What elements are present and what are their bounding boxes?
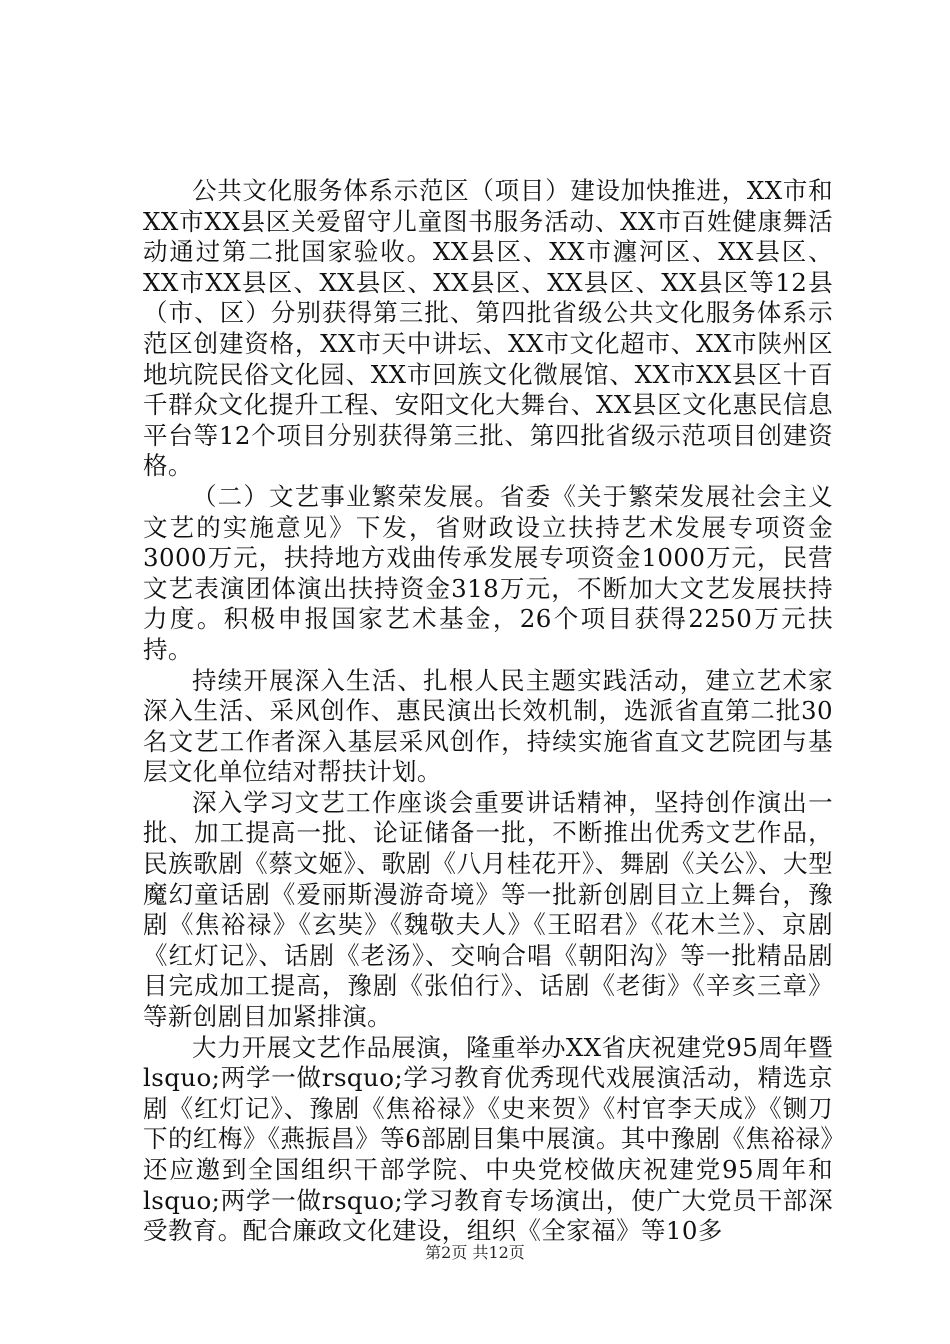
paragraph-public-culture: 公共文化服务体系示范区（项目）建设加快推进，XX市和XX市XX县区关爱留守儿童图书服务活动、XX市百姓健康舞活动通过第二批国家验收。XX县区、XX市瀍河区、XX县区、XX市XX县区、XX县区、XX县区、XX县区、XX县区等12县（市、区）分别获得第三批、第四批省级公共文化服务体系示范区创建资格，XX市天中讲坛、XX市文化超市、XX市陕州区地坑院民俗文化园、XX市回族文化微展馆、XX市XX县区十百千群众文化提升工程、安阳文化大舞台、XX县区文化惠民信息平台等12个项目分别获得第三批、第四批省级示范项目创建资格。 — [143, 176, 833, 481]
page-footer: 第2页 共12页 — [425, 1243, 525, 1262]
paragraph-arts-development: （二）文艺事业繁荣发展。省委《关于繁荣发展社会主义文艺的实施意见》下发，省财政设立扶持艺术发展专项资金3000万元，扶持地方戏曲传承发展专项资金1000万元，民营文艺表演团体演出扶持资金318万元，不断加大文艺发展扶持力度。积极申报国家艺术基金，26个项目获得2250万元扶持。 — [143, 481, 833, 664]
paragraph-showcase: 大力开展文艺作品展演，隆重举办XX省庆祝建党95周年暨lsquo;两学一做rsquo;学习教育优秀现代戏展演活动，精选京剧《红灯记》、豫剧《焦裕禄》《史来贺》《村官李天成》《铡刀下的红梅》《燕振昌》等6部剧目集中展演。其中豫剧《焦裕禄》还应邀到全国组织干部学院、中央党校做庆祝建党95周年和lsquo;两学一做rsquo;学习教育专场演出，使广大党员干部深受教育。配合廉政文化建设，组织《全家福》等10多 — [143, 1032, 833, 1246]
paragraph-new-works: 深入学习文艺工作座谈会重要讲话精神，坚持创作演出一批、加工提高一批、论证储备一批，不断推出优秀文艺作品，民族歌剧《蔡文姬》、歌剧《八月桂花开》、舞剧《关公》、大型魔幻童话剧《爱丽斯漫游奇境》等一批新创剧目立上舞台，豫剧《焦裕禄》《玄奘》《魏敬夫人》《王昭君》《花木兰》、京剧《红灯记》、话剧《老汤》、交响合唱《朝阳沟》等一批精品剧目完成加工提高，豫剧《张伯行》、话剧《老街》《辛亥三章》等新创剧目加紧排演。 — [143, 787, 833, 1032]
paragraph-grassroots-practice: 持续开展深入生活、扎根人民主题实践活动，建立艺术家深入生活、采风创作、惠民演出长效机制，选派省直第二批30名文艺工作者深入基层采风创作，持续实施省直文艺院团与基层文化单位结对帮扶计划。 — [143, 665, 833, 787]
document-body — [143, 176, 833, 1247]
